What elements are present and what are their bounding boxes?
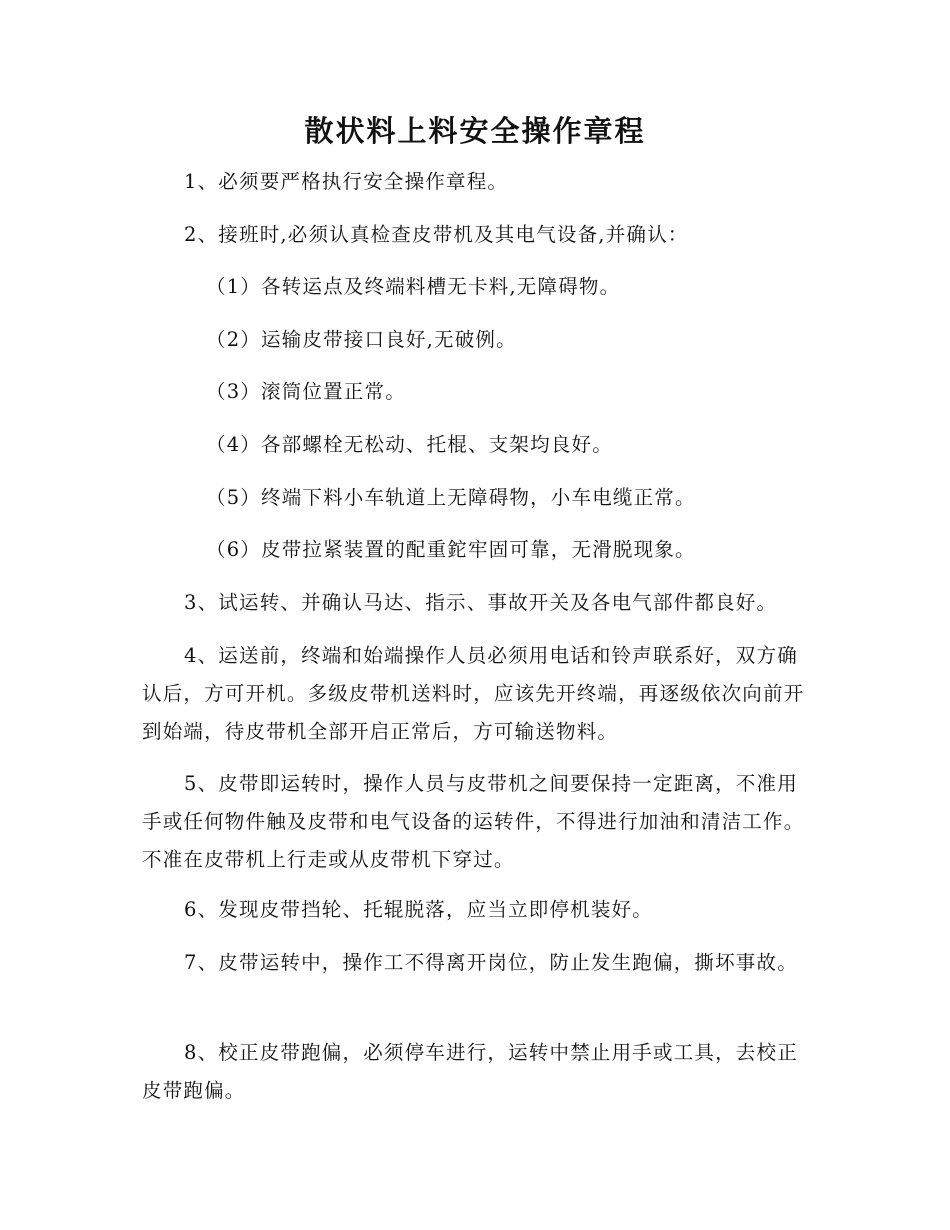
paragraph-2: 2、接班时,必须认真检查皮带机及其电气设备,并确认： [184,223,689,246]
check-item-5: （5）终端下料小车轨道上无障碍物，小车电缆正常。 [206,486,696,509]
check-item-3: （3）滚筒位置正常。 [206,380,406,403]
paragraph-1: 1、必须要严格执行安全操作章程。 [184,170,509,193]
paragraph-7: 7、皮带运转中，操作工不得离开岗位，防止发生跑偏，撕坏事故。 [184,951,798,974]
check-item-2: （2）运输皮带接口良好,无破例。 [206,328,517,351]
paragraph-8: 8、校正皮带跑偏，必须停车进行，运转中禁止用手或工具，去校正皮带跑偏。 [142,1041,798,1102]
paragraph-6: 6、发现皮带挡轮、托辊脱落，应当立即停机装好。 [184,898,654,921]
paragraph-3: 3、试运转、并确认马达、指示、事故开关及各电气部件都良好。 [184,591,778,614]
check-item-6: （6）皮带拉紧装置的配重鉈牢固可靠，无滑脱现象。 [206,538,696,561]
check-item-1: （1）各转运点及终端料槽无卡料,无障碍物。 [206,275,621,298]
check-item-4: （4）各部螺栓无松动、托棍、支架均良好。 [206,433,613,456]
paragraph-5: 5、皮带即运转时，操作人员与皮带机之间要保持一定距离，不准用手或任何物件触及皮带和电气设备的运转件，不得进行加油和清洁工作。不准在皮带机上行走或从皮带机下穿过。 [142,772,805,871]
document-title: 散状料上料安全操作章程 [304,114,646,148]
paragraph-4: 4、运送前，终端和始端操作人员必须用电话和铃声联系好，双方确认后，方可开机。多级皮带机送料时，应该先开终端，再逐级依次向前开到始端，待皮带机全部开启正常后，方可输送物料。 [142,644,805,743]
